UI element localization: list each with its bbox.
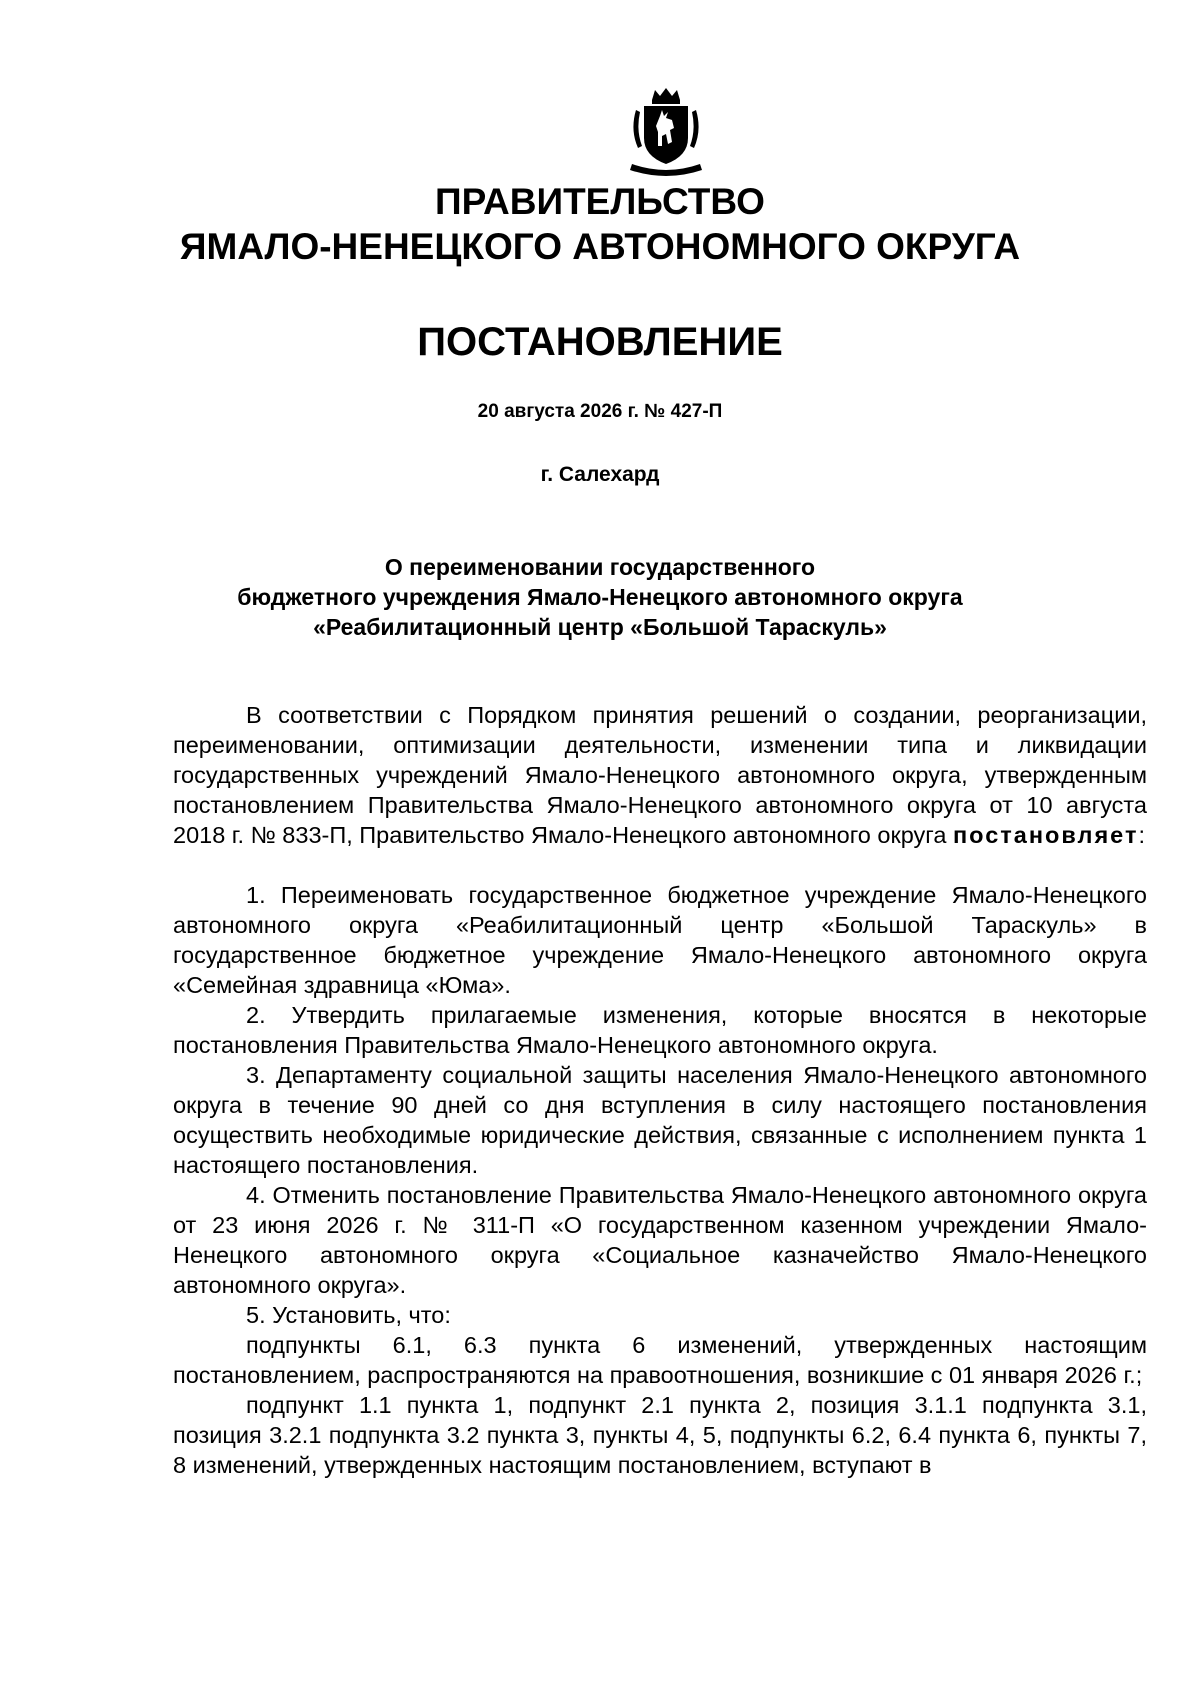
- item-5-paragraph: 5. Установить, что:: [246, 1302, 451, 1328]
- government-title-line1: ПРАВИТЕЛЬСТВО: [435, 181, 765, 222]
- city-name: г. Салехард: [540, 463, 660, 486]
- date-and-number: 20 августа 2026 г. № 427-П: [477, 401, 723, 422]
- item-5-subparagraph-2: подпункт 1.1 пункта 1, подпункт 2.1 пункта 2, позиция 3.1.1 подпункта 3.1, позиция 3.2.1 подпункта 3.2 пункта 3, пункты 4, 5, подпункты 6.2, 6.4 пункта 6, пункты 7, 8 изменений, утвержденных настоящим постановлением, вступают в: [173, 1392, 1147, 1478]
- item-1-paragraph: 1. Переименовать государственное бюджетное учреждение Ямало-Ненецкого автономного округа «Реабилитационный центр «Большой Тараскуль» в государственное бюджетное учреждение Ямало-Ненецкого автономного округа «Семейная здравница «Юма».: [173, 882, 1147, 998]
- subject-line3: «Реабилитационный центр «Большой Тараскуль»: [313, 614, 887, 640]
- item-2-paragraph: 2. Утвердить прилагаемые изменения, которые вносятся в некоторые постановления Правительства Ямало-Ненецкого автономного округа.: [173, 1002, 1147, 1058]
- preamble-text: В соответствии с Порядком принятия решений о создании, реорганизации, переименовании, оптимизации деятельности, изменении типа и ликвидации государственных учреждений Ямало-Ненецкого автономного округа, утвержденным постановлением Правительства Ямало-Ненецкого автономного округа от 10 августа 2018 г. № 833-П, Правительство Ямало-Ненецкого автономного округа: [173, 702, 1147, 848]
- decree-body: [173, 700, 1147, 1480]
- government-title-line2: ЯМАЛО-НЕНЕЦКОГО АВТОНОМНОГО ОКРУГА: [179, 226, 1021, 267]
- item-4-paragraph: 4. Отменить постановление Правительства Ямало-Ненецкого автономного округа от 23 июня 2026 г. № 311-П «О государственном казенном учреждении Ямало-Ненецкого автономного округа «Социальное казначейство Ямало-Ненецкого автономного округа».: [173, 1182, 1147, 1298]
- item-5-subparagraph-1: подпункты 6.1, 6.3 пункта 6 изменений, утвержденных настоящим постановлением, распространяются на правоотношения, возникшие с 01 января 2026 г.;: [173, 1332, 1147, 1388]
- item-3-paragraph: 3. Департаменту социальной защиты населения Ямало-Ненецкого автономного округа в течение 90 дней со дня вступления в силу настоящего постановления осуществить необходимые юридические действия, связанные с исполнением пункта 1 настоящего постановления.: [173, 1062, 1147, 1178]
- preamble-paragraph: [173, 700, 1147, 850]
- subject-line2: бюджетного учреждения Ямало-Ненецкого автономного округа: [237, 584, 963, 610]
- decree-subject: [0, 552, 1200, 642]
- coat-of-arms-icon: [622, 86, 710, 178]
- preamble-keyword: постановляет: [952, 822, 1139, 848]
- document-type-heading: ПОСТАНОВЛЕНИЕ: [417, 320, 783, 364]
- subject-line1: О переименовании государственного: [384, 554, 816, 580]
- preamble-end: :: [1138, 822, 1145, 848]
